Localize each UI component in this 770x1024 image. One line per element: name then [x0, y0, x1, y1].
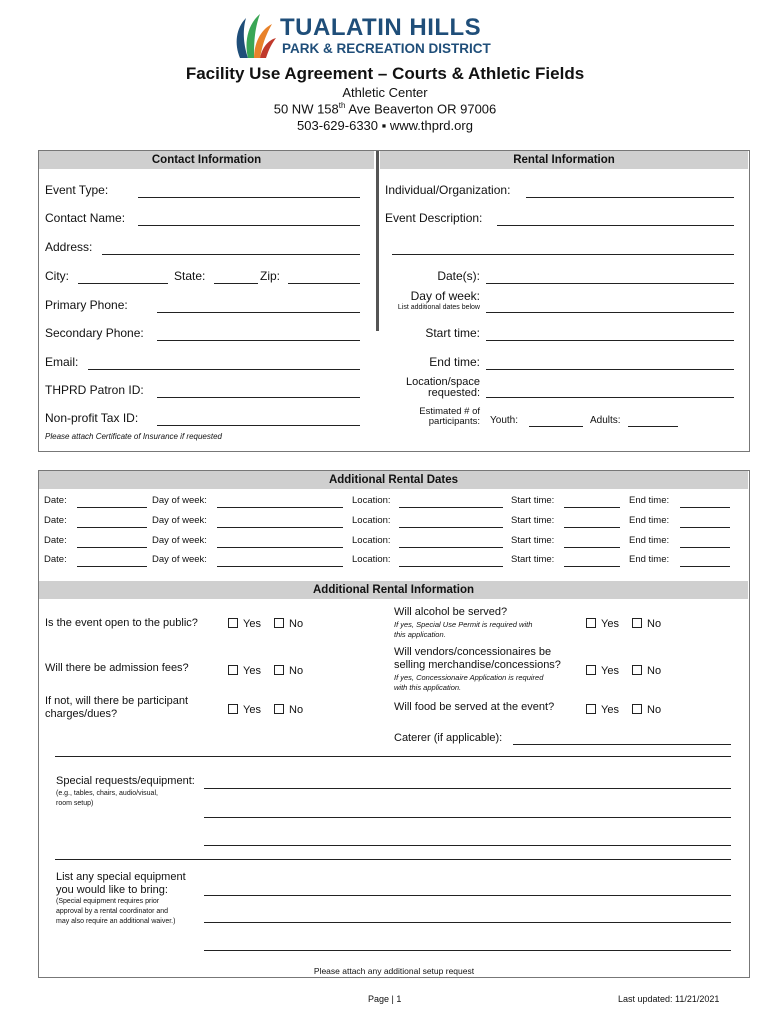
q-alcohol-options — [586, 618, 661, 630]
date-row-1-location-field[interactable] — [399, 507, 503, 508]
patron-id-label: THPRD Patron ID: — [45, 383, 144, 397]
special-requests-note-2: room setup) — [56, 800, 94, 807]
date-row-2-day-of-week-label: Day of week: — [152, 515, 207, 526]
date-row-3-location-field[interactable] — [399, 547, 503, 548]
equipment-field-1[interactable] — [204, 895, 731, 896]
location-field[interactable] — [486, 397, 734, 398]
date-row-4-location-label: Location: — [352, 554, 391, 565]
individual-field[interactable] — [526, 197, 734, 198]
contact-name-field[interactable] — [138, 225, 360, 226]
dates-label: Date(s): — [437, 269, 480, 283]
vendors-note-1: If yes, Concessionaire Application is required — [394, 673, 544, 682]
state-label: State: — [174, 269, 206, 283]
q-food-yes-checkbox[interactable] — [586, 704, 596, 714]
q-vendors-1: Will vendors/concessionaires be — [394, 646, 552, 658]
page-title: Facility Use Agreement – Courts & Athletic Fields — [185, 64, 585, 83]
q-public-no-checkbox[interactable] — [274, 618, 284, 628]
rental-header: Rental Information — [380, 151, 748, 169]
q-alcohol: Will alcohol be served? — [394, 606, 508, 618]
setup-note: Please attach any additional setup request — [313, 966, 475, 976]
date-row-2-date-label: Date: — [44, 515, 67, 526]
equipment-label-1: List any special equipment — [56, 871, 186, 883]
no-label: No — [647, 704, 662, 716]
yes-label: Yes — [601, 665, 619, 677]
date-row-4-date-field[interactable] — [77, 566, 147, 567]
center-address — [0, 101, 770, 116]
date-row-4-date-label: Date: — [44, 554, 67, 565]
date-row-3-start-time-label: Start time: — [511, 535, 555, 546]
org-name: TUALATIN HILLS — [280, 14, 482, 41]
location-label-1: Location/space — [406, 376, 480, 388]
date-row-4-day-of-week-label: Day of week: — [152, 554, 207, 565]
q-admission-options — [228, 665, 303, 677]
start-time-field[interactable] — [486, 340, 734, 341]
q-public: Is the event open to the public? — [45, 617, 198, 629]
day-of-week-field[interactable] — [486, 312, 734, 313]
address-label: Address: — [45, 240, 93, 254]
caterer-field[interactable] — [513, 744, 731, 745]
zip-field[interactable] — [288, 283, 360, 284]
date-row-1-start-time-field[interactable] — [564, 507, 620, 508]
equipment-field-2[interactable] — [204, 922, 731, 923]
yes-label: Yes — [601, 618, 619, 630]
vendors-note-2: with this application. — [394, 683, 462, 692]
event-desc-label: Event Description: — [385, 211, 483, 225]
date-row-1-location-label: Location: — [352, 495, 391, 506]
additional-dates-header: Additional Rental Dates — [39, 471, 748, 489]
individual-label: Individual/Organization: — [385, 183, 511, 197]
tax-id-field[interactable] — [157, 425, 360, 426]
date-row-4-start-time-field[interactable] — [564, 566, 620, 567]
date-row-2-date-field[interactable] — [77, 527, 147, 528]
date-row-1-end-time-field[interactable] — [680, 507, 730, 508]
state-field[interactable] — [214, 283, 258, 284]
q-charges-1: If not, will there be participant — [45, 695, 189, 707]
no-label: No — [289, 665, 304, 677]
youth-field[interactable] — [529, 426, 583, 427]
center-contact: 503-629-6330 ▪ www.thprd.org — [297, 118, 473, 133]
date-row-2-start-time-label: Start time: — [511, 515, 555, 526]
q-vendors-yes-checkbox[interactable] — [586, 665, 596, 675]
section-divider — [376, 151, 379, 331]
special-requests-note-1: (e.g., tables, chairs, audio/visual, — [56, 790, 158, 797]
no-label: No — [647, 618, 662, 630]
separator-2 — [55, 859, 731, 860]
equipment-note-2: approval by a rental coordinator and — [56, 908, 169, 915]
logo — [232, 10, 522, 62]
q-food: Will food be served at the event? — [394, 701, 555, 713]
q-charges-yes-checkbox[interactable] — [228, 704, 238, 714]
page-number: Page | 1 — [368, 994, 402, 1004]
date-row-3-day-of-week-label: Day of week: — [152, 535, 207, 546]
q-charges-no-checkbox[interactable] — [274, 704, 284, 714]
tax-id-label: Non-profit Tax ID: — [45, 411, 139, 425]
date-row-1-day-of-week-label: Day of week: — [152, 495, 207, 506]
no-label: No — [647, 665, 662, 677]
leaf-logo-icon — [232, 10, 276, 60]
primary-phone-label: Primary Phone: — [45, 298, 128, 312]
yes-label: Yes — [601, 704, 619, 716]
start-time-label: Start time: — [425, 326, 480, 340]
date-row-1-end-time-label: End time: — [629, 495, 670, 506]
separator-1 — [55, 756, 731, 757]
q-admission: Will there be admission fees? — [45, 662, 189, 674]
additional-info-header: Additional Rental Information — [39, 581, 748, 599]
special-requests-field-1[interactable] — [204, 788, 731, 789]
end-time-field[interactable] — [486, 369, 734, 370]
contact-header: Contact Information — [39, 151, 374, 169]
city-label: City: — [45, 269, 69, 283]
date-row-3-day-of-week-field[interactable] — [217, 547, 343, 548]
secondary-phone-label: Secondary Phone: — [45, 326, 144, 340]
date-row-4-start-time-label: Start time: — [511, 554, 555, 565]
event-type-label: Event Type: — [45, 183, 109, 197]
no-label: No — [289, 704, 304, 716]
day-of-week-label: Day of week: — [410, 289, 480, 303]
q-public-yes-checkbox[interactable] — [228, 618, 238, 628]
dates-field[interactable] — [486, 283, 734, 284]
date-row-3-start-time-field[interactable] — [564, 547, 620, 548]
date-row-3-date-label: Date: — [44, 535, 67, 546]
list-dates-note: List additional dates below — [397, 304, 480, 311]
event-desc-field[interactable] — [497, 225, 734, 226]
date-row-1-date-field[interactable] — [77, 507, 147, 508]
date-row-2-start-time-field[interactable] — [564, 527, 620, 528]
date-row-2-day-of-week-field[interactable] — [217, 527, 343, 528]
date-row-3-end-time-label: End time: — [629, 535, 670, 546]
q-vendors-no-checkbox[interactable] — [632, 665, 642, 675]
secondary-phone-field[interactable] — [157, 340, 360, 341]
q-alcohol-no-checkbox[interactable] — [632, 618, 642, 628]
date-row-4-day-of-week-field[interactable] — [217, 566, 343, 567]
no-label: No — [289, 618, 304, 630]
address-text: 50 NW 158 — [273, 101, 339, 117]
q-vendors-options — [586, 665, 661, 677]
primary-phone-field[interactable] — [157, 312, 360, 313]
address-field[interactable] — [102, 254, 360, 255]
caterer-label: Caterer (if applicable): — [394, 732, 503, 744]
equipment-note-3: may also require an additional waiver.) — [56, 918, 176, 925]
q-public-options — [228, 618, 303, 630]
q-food-options — [586, 704, 661, 716]
date-row-1-date-label: Date: — [44, 495, 67, 506]
insurance-note: Please attach Certificate of Insurance if requested — [45, 432, 222, 441]
address-sup: th — [338, 101, 346, 110]
date-row-2-end-time-field[interactable] — [680, 527, 730, 528]
event-desc-field-2[interactable] — [392, 254, 734, 255]
equipment-field-3[interactable] — [204, 950, 731, 951]
q-vendors-2: selling merchandise/concessions? — [394, 659, 561, 671]
special-requests-label: Special requests/equipment: — [56, 775, 195, 787]
date-row-2-end-time-label: End time: — [629, 515, 670, 526]
equipment-note-1: (Special equipment requires prior — [56, 898, 160, 905]
date-row-3-date-field[interactable] — [77, 547, 147, 548]
yes-label: Yes — [243, 704, 261, 716]
q-food-no-checkbox[interactable] — [632, 704, 642, 714]
center-name: Athletic Center — [342, 85, 428, 100]
equipment-label-2: you would like to bring: — [56, 884, 168, 896]
q-charges-options — [228, 704, 303, 716]
org-subname: PARK & RECREATION DISTRICT — [282, 41, 491, 56]
city-field[interactable] — [78, 283, 168, 284]
date-row-3-location-label: Location: — [352, 535, 391, 546]
estimated-label-1: Estimated # of — [419, 406, 480, 417]
q-alcohol-yes-checkbox[interactable] — [586, 618, 596, 628]
estimated-label-2: participants: — [428, 416, 480, 427]
yes-label: Yes — [243, 618, 261, 630]
special-requests-field-2[interactable] — [204, 817, 731, 818]
date-row-4-location-field[interactable] — [399, 566, 503, 567]
date-row-4-end-time-field[interactable] — [680, 566, 730, 567]
location-label-2: requested: — [428, 387, 480, 399]
email-field[interactable] — [88, 369, 360, 370]
alcohol-note-1: If yes, Special Use Permit is required with — [394, 620, 533, 629]
date-row-1-day-of-week-field[interactable] — [217, 507, 343, 508]
youth-label: Youth: — [490, 415, 518, 426]
q-admission-yes-checkbox[interactable] — [228, 665, 238, 675]
event-type-field[interactable] — [138, 197, 360, 198]
date-row-3-end-time-field[interactable] — [680, 547, 730, 548]
date-row-2-location-field[interactable] — [399, 527, 503, 528]
q-charges-2: charges/dues? — [45, 708, 118, 720]
patron-id-field[interactable] — [157, 397, 360, 398]
date-row-1-start-time-label: Start time: — [511, 495, 555, 506]
email-label: Email: — [45, 355, 79, 369]
address-text-post: Ave Beaverton OR 97006 — [345, 101, 497, 117]
contact-name-label: Contact Name: — [45, 211, 126, 225]
zip-label: Zip: — [260, 269, 281, 283]
date-row-4-end-time-label: End time: — [629, 554, 670, 565]
end-time-label: End time: — [429, 355, 480, 369]
adults-field[interactable] — [628, 426, 678, 427]
date-row-2-location-label: Location: — [352, 515, 391, 526]
q-admission-no-checkbox[interactable] — [274, 665, 284, 675]
last-updated: Last updated: 11/21/2021 — [618, 994, 720, 1004]
adults-label: Adults: — [590, 415, 621, 426]
special-requests-field-3[interactable] — [204, 845, 731, 846]
yes-label: Yes — [243, 665, 261, 677]
alcohol-note-2: this application. — [394, 630, 446, 639]
